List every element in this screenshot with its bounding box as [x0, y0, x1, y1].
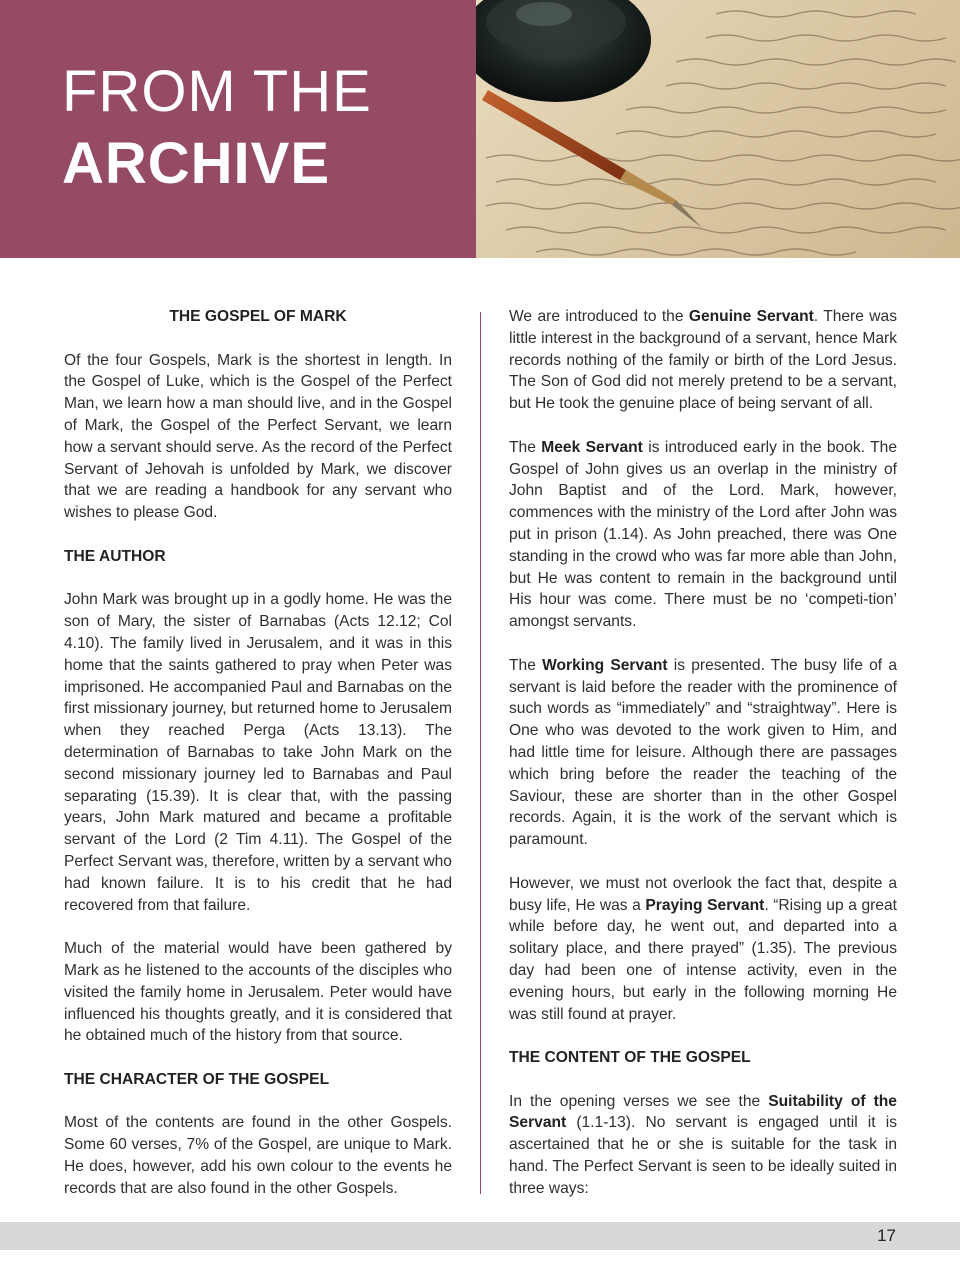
text-run: We are introduced to the [509, 308, 689, 325]
text-run: The [509, 438, 542, 456]
term-meek-servant: Meek Servant [541, 438, 643, 456]
text-run: In the opening verses we see the [509, 1092, 769, 1110]
text-run: However, we must not overlook the fact that, despite a busy life, He was a [509, 874, 897, 914]
heading-the-author: THE AUTHOR [64, 547, 166, 565]
intro-paragraph: Of the four Gospels, Mark is the shortest in length. In the Gospel of Luke, which is the Gospel of the Perfect Man, we learn how a man should live, and in the Gospel of Mark, the Gospel of the Perfect Servant, we learn how a servant should serve. As the record of the Perfect Servant of Jehovah is unfolded by Mark, we discover that we are reading a handbook for any servant who wishes to please God. [64, 351, 452, 522]
term-praying-servant: Praying Servant [645, 896, 765, 914]
heading-character-of-gospel: THE CHARACTER OF THE GOSPEL [64, 1070, 330, 1088]
suitability-paragraph [509, 1091, 897, 1200]
genuine-servant-paragraph [509, 306, 897, 415]
text-run: The [509, 656, 543, 674]
text-run: is presented. The busy life of a servant is laid before the reader with the prominence of such words as “immediately” and “straightway”. Here is One who was devoted to the work given to Him, and had little time for leisure. Although there are passages which bring before the reader the teaching of the Saviour, these are shorter than in the other Gospel records. Again, it is the work of the servant which is paramount. [509, 656, 898, 849]
heading-content-of-gospel: THE CONTENT OF THE GOSPEL [509, 1049, 751, 1067]
term-suitability: Suitability of the Servant [509, 1092, 897, 1132]
title-panel [0, 0, 476, 258]
author-paragraph-1: John Mark was brought up in a godly home. He was the son of Mary, the sister of Barnabas (Acts 12.12; Col 4.10). The family lived in Jerusalem, and it was in this home that the saints gathered to pray when Peter was imprisoned. He accompanied Paul and Barnabas on the first missionary journey, but returned home to Jerusalem when they reached Perga (Acts 13.13). The determination of Barnabas to take John Mark on the second missionary journey led to Barnabas and Paul separating (15.39). It is clear that, with the passing years, John Mark matured and became a profitable servant of the Lord (2 Tim 4.11). The Gospel of the Perfect Servant was, therefore, written by a servant who had known failure. It is to his credit that he had recovered from that failure. [64, 591, 452, 914]
column-divider [480, 312, 481, 1194]
author-paragraph-2: Much of the material would have been gathered by Mark as he listened to the accounts of the disciples who visited the family home in Jerusalem. Peter would have influenced his thoughts greatly, and it is considered that he obtained much of the history from that source. [64, 940, 452, 1045]
text-run: (1.1-13). No servant is engaged until it is ascertained that he or she is suitable for the task in hand. The Perfect Servant is seen to be ideally suited in three ways: [509, 1114, 897, 1197]
term-genuine-servant: Genuine Servant [688, 308, 814, 325]
page-footer [0, 1222, 960, 1250]
page-number: 17 [877, 1226, 896, 1245]
character-paragraph-1: Most of the contents are found in the other Gospels. Some 60 verses, 7% of the Gospel, are unique to Mark. He does, however, add his own colour to the events he records that are also found in the other Gospels. [64, 1114, 452, 1197]
right-column [509, 306, 897, 1221]
term-working-servant: Working Servant [542, 656, 668, 674]
text-run: is introduced early in the book. The Gospel of John gives us an overlap in the ministry of John Baptist and of the Lord. Mark, however, commences with the ministry of the Lord after John was put in prison (1.14). As John preached, there was One standing in the crowd who was far more able than John, but He was content to remain in the background until His hour was come. There must be no ‘competi-tion’ amongst servants. [509, 438, 898, 631]
left-column [64, 306, 452, 1221]
praying-servant-paragraph [509, 873, 897, 1026]
title-archive: ARCHIVE [62, 131, 331, 196]
text-run: . “Rising up a great while before day, he went out, and departed into a solitary place, and there prayed” (1.35). The previous day had been one of intense activity, even in the evening hours, but early in the following morning He was still found at prayer. [509, 896, 897, 1023]
working-servant-paragraph [509, 655, 897, 851]
header-banner [0, 0, 960, 258]
meek-servant-paragraph [509, 437, 897, 633]
archive-photo [476, 0, 960, 258]
text-run: . There was little interest in the background of a servant, hence Mark records nothing of the family or birth of the Lord Jesus. The Son of God did not merely pretend to be a servant, but He took the genuine place of being servant of all. [509, 308, 897, 413]
title-from-the: FROM THE [62, 59, 372, 124]
heading-gospel-of-mark: THE GOSPEL OF MARK [169, 308, 347, 325]
inkwell-pen-illustration [476, 0, 960, 258]
